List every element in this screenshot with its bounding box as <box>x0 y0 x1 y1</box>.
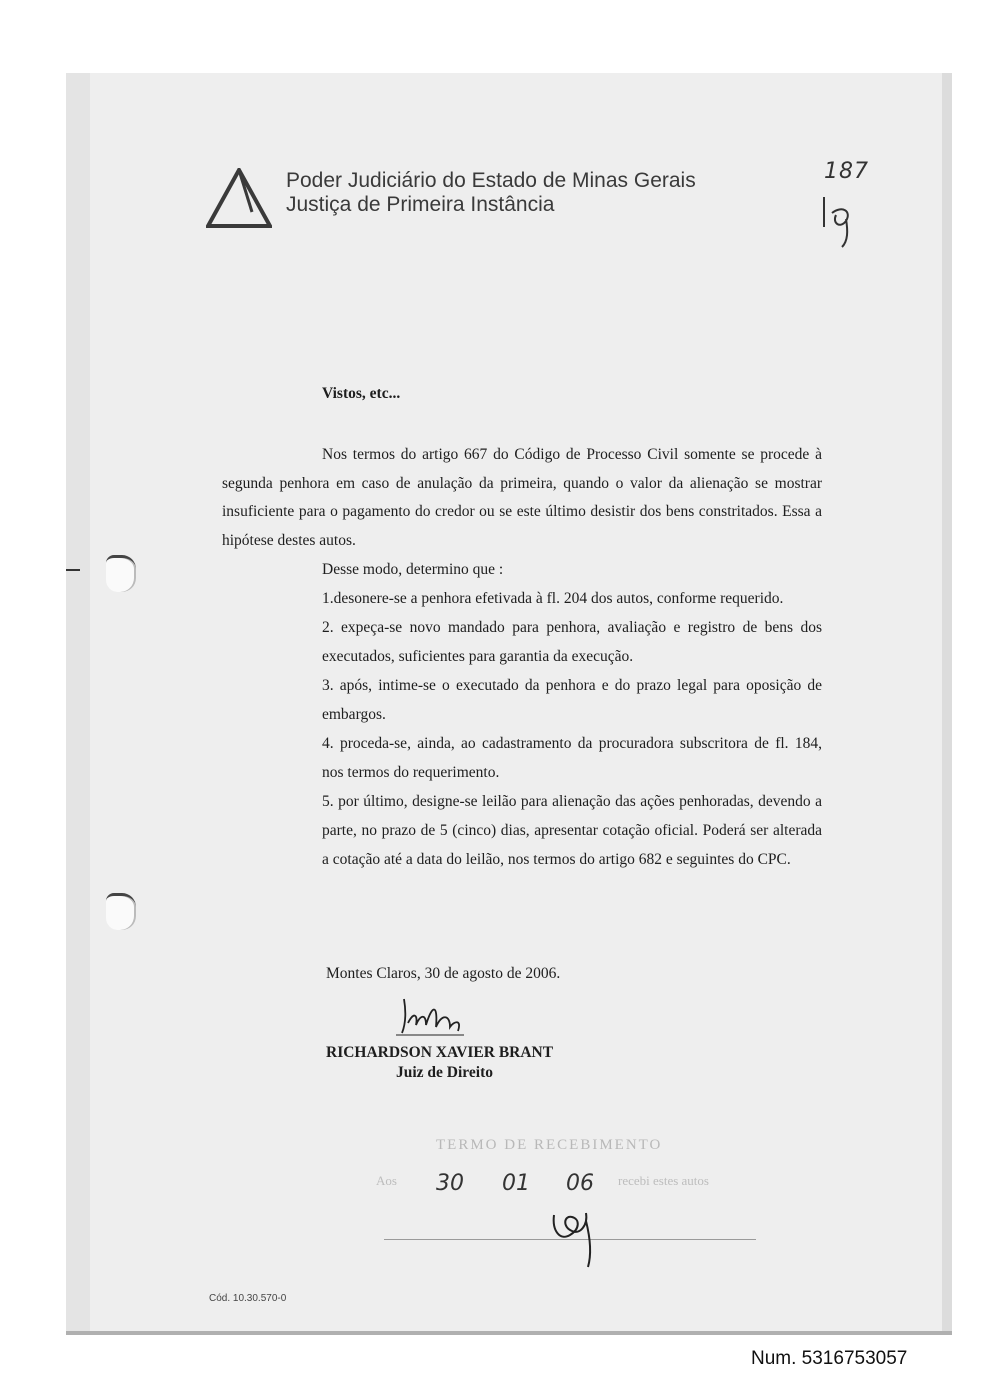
judge-signature <box>392 993 482 1043</box>
receipt-day: 30 <box>436 1171 464 1196</box>
determinations-list <box>322 555 822 874</box>
scan-left-edge <box>66 73 90 1335</box>
scan-bottom-edge <box>66 1331 952 1335</box>
place-and-date: Montes Claros, 30 de agosto de 2006. <box>326 965 561 982</box>
court-instance: Justiça de Primeira Instância <box>286 193 555 216</box>
receipt-month: 01 <box>502 1171 530 1196</box>
form-code: Cód. 10.30.570-0 <box>209 1293 287 1304</box>
scan-right-edge <box>942 73 952 1335</box>
document-number: Num. 5316753057 <box>751 1348 908 1369</box>
determinations-intro: Desse modo, determino que : <box>322 561 504 578</box>
court-header <box>286 169 696 217</box>
court-logo-icon <box>206 168 272 228</box>
scanned-page <box>66 73 952 1335</box>
determination-item: 2. expeça-se novo mandado para penhora, avaliação e registro de bens dos executados, suficientes para garantia da execução. <box>322 619 822 665</box>
handwritten-folio-number: 187 <box>824 159 869 184</box>
judge-name: RICHARDSON XAVIER BRANT <box>326 1044 554 1061</box>
greeting: Vistos, etc... <box>322 385 401 402</box>
determination-item: 1.desonere-se a penhora efetivada à fl. 204 dos autos, conforme requerido. <box>322 590 784 607</box>
receipt-stamp-prefix: Aos <box>376 1173 397 1188</box>
punch-hole-bottom <box>106 893 136 930</box>
court-name: Poder Judiciário do Estado de Minas Gerais <box>286 169 696 192</box>
handwritten-initials-bottom <box>550 1201 610 1271</box>
handwritten-initials-top <box>818 191 858 251</box>
margin-mark <box>66 569 80 571</box>
receipt-stamp-title: TERMO DE RECEBIMENTO <box>436 1137 663 1153</box>
determination-item: 5. por último, designe-se leilão para alienação das ações penhoradas, devendo a parte, no prazo de 5 (cinco) dias, apresentar cotação oficial. Poderá ser alterada a cotação até a data do leilão, nos termos do artigo 682 e seguintes do CPC. <box>322 793 822 868</box>
determination-item: 4. proceda-se, ainda, ao cadastramento da procuradora subscritora de fl. 184, nos termos do requerimento. <box>322 735 822 781</box>
receipt-year: 06 <box>566 1171 594 1196</box>
receipt-stamp-suffix: recebi estes autos <box>618 1173 709 1188</box>
determination-item: 3. após, intime-se o executado da penhora e do prazo legal para oposição de embargos. <box>322 677 822 723</box>
decision-paragraph: Nos termos do artigo 667 do Código de Processo Civil somente se procede à segunda penhora em caso de anulação da primeira, quando o valor da alienação se mostrar insuficiente para o pagamento do credor ou se este último desistir dos bens constritados. Essa a hipótese destes autos. <box>222 446 822 549</box>
judge-title: Juiz de Direito <box>396 1064 494 1081</box>
punch-hole-top <box>106 555 136 592</box>
